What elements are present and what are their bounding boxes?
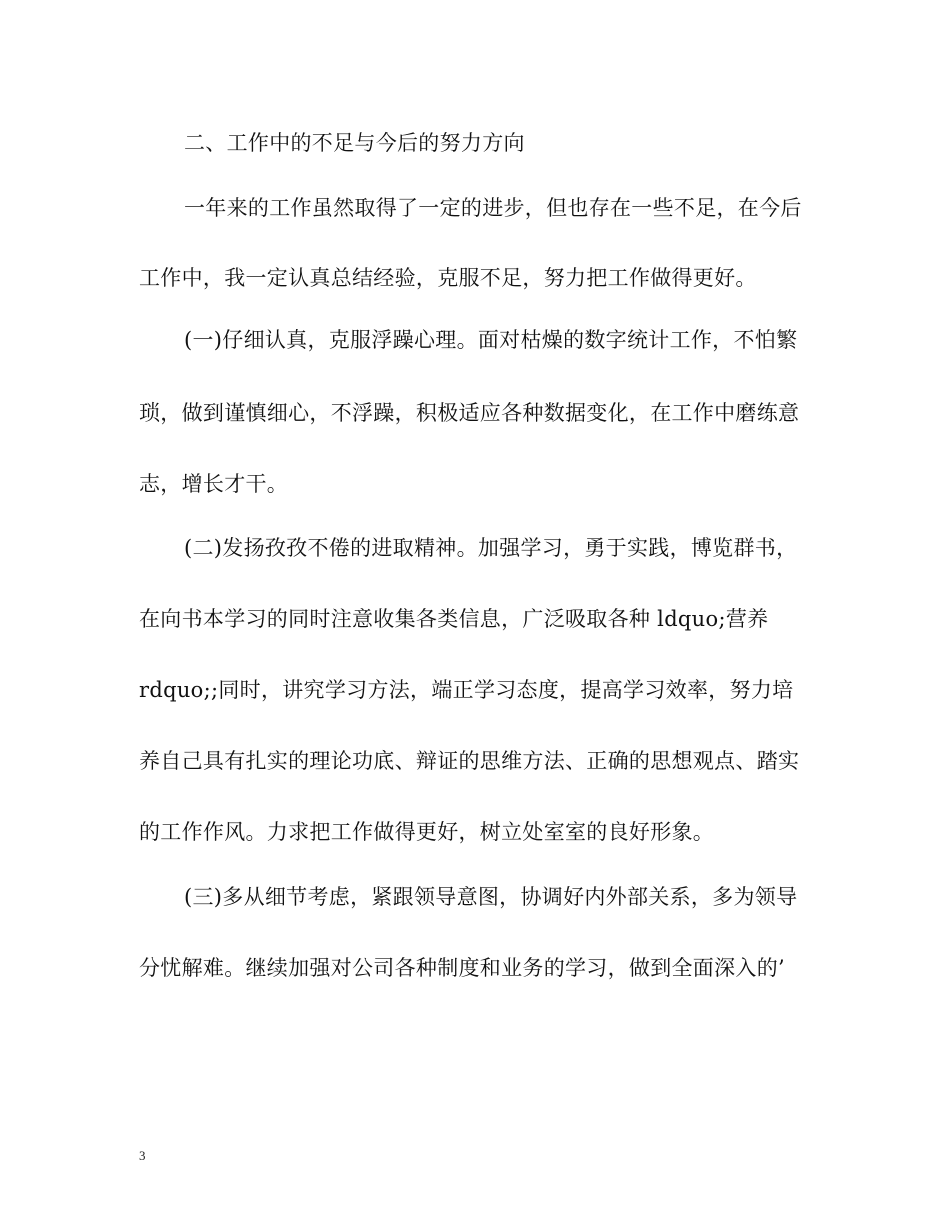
paragraph-line: 养自己具有扎实的理论功底、辩证的思维方法、正确的思想观点、踏实 — [139, 749, 800, 773]
paragraph-line: 工作中，我一定认真总结经验，克服不足，努力把工作做得更好。 — [139, 266, 757, 290]
paragraph-line: 志，增长才干。 — [139, 472, 289, 496]
paragraph-line: 一年来的工作虽然取得了一定的进步，但也存在一些不足，在今后 — [184, 196, 802, 220]
paragraph-line: 在向书本学习的同时注意收集各类信息，广泛吸取各种 ldquo;营养 — [139, 607, 769, 631]
paragraph-line: (一)仔细认真，克服浮躁心理。面对枯燥的数字统计工作，不怕繁 — [184, 328, 798, 352]
section-heading: 二、工作中的不足与今后的努力方向 — [184, 131, 525, 155]
paragraph-line: 分忧解难。继续加强对公司各种制度和业务的学习，做到全面深入的’ — [139, 956, 785, 980]
paragraph-line: rdquo;;同时，讲究学习方法，端正学习态度，提高学习效率，努力培 — [139, 678, 794, 702]
page-number: 3 — [139, 1148, 146, 1163]
paragraph-line: (二)发扬孜孜不倦的进取精神。加强学习，勇于实践，博览群书， — [184, 536, 798, 560]
paragraph-line: 琐，做到谨慎细心，不浮躁，积极适应各种数据变化，在工作中磨练意 — [139, 401, 800, 425]
paragraph-line: (三)多从细节考虑，紧跟领导意图，协调好内外部关系，多为领导 — [184, 885, 798, 909]
paragraph-line: 的工作作风。力求把工作做得更好，树立处室室的良好形象。 — [139, 820, 715, 844]
